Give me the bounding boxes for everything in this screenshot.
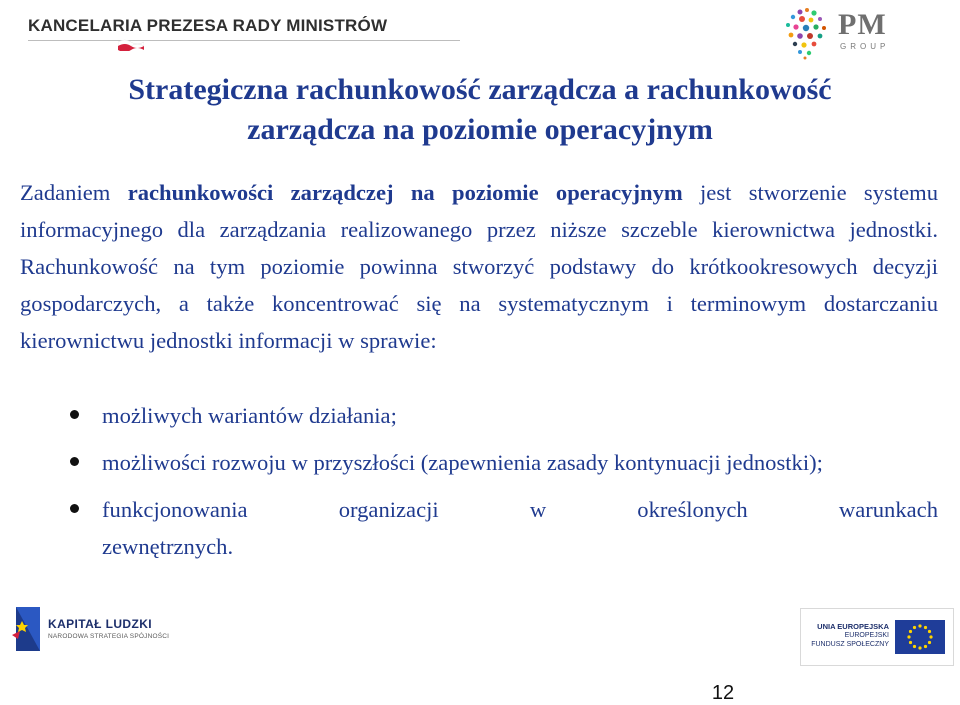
kapital-ludzki-title: KAPITAŁ LUDZKI bbox=[48, 617, 153, 631]
pm-group-logo bbox=[780, 6, 930, 60]
bullet-list bbox=[62, 397, 938, 575]
pm-logo-subtitle: GROUP bbox=[840, 42, 890, 51]
eu-line-2: EUROPEJSKI bbox=[844, 632, 889, 639]
eu-line-1: UNIA EUROPEJSKA bbox=[817, 622, 889, 631]
pm-group-dots-icon bbox=[780, 6, 834, 60]
kapital-ludzki-mark-icon bbox=[8, 605, 46, 655]
bullet-text: możliwości rozwoju w przyszłości (zapewnienia zasady kontynuacji jednostki); bbox=[102, 450, 823, 475]
intro-rest: jest stworzenie systemu informacyjnego dla zarządzania realizowanego przez niższe szczeble kierownictwa jednostki. Rachunkowość na tym poziomie powinna stworzyć podstawy do krótkookresowych decyzji gospodarczych, a także koncentrować się na systematycznym i terminowym dostarczaniu kierownictwu jednostki informacji w sprawie: bbox=[20, 180, 938, 353]
bullet-text-line-2: zewnętrznych. bbox=[102, 534, 234, 559]
intro-bold-term: rachunkowości zarządczej na poziomie operacyjnym bbox=[127, 180, 683, 205]
eu-logo-box bbox=[800, 608, 954, 666]
page-number: 12 bbox=[711, 682, 735, 704]
eu-line-3: FUNDUSZ SPOŁECZNY bbox=[811, 641, 889, 648]
list-item bbox=[62, 397, 938, 434]
eu-text-block bbox=[807, 622, 889, 649]
pm-logo-text: PM bbox=[838, 8, 887, 41]
list-item bbox=[62, 444, 938, 481]
intro-prefix: Zadaniem bbox=[20, 180, 111, 205]
list-item bbox=[62, 491, 938, 565]
slide-title-line-1: Strategiczna rachunkowość zarządcza a rachunkowość bbox=[128, 73, 832, 106]
bullet-icon bbox=[70, 410, 79, 419]
organization-name: KANCELARIA PREZESA RADY MINISTRÓW bbox=[28, 16, 388, 35]
polish-flag-icon bbox=[118, 38, 144, 51]
slide-title-line-2: zarządcza na poziomie operacyjnym bbox=[247, 113, 713, 146]
bullet-icon bbox=[70, 457, 79, 466]
intro-paragraph bbox=[20, 174, 938, 359]
bullet-icon bbox=[70, 504, 79, 513]
kapital-ludzki-subtitle: NARODOWA STRATEGIA SPÓJNOŚCI bbox=[48, 633, 170, 640]
bullet-text-line-1: funkcjonowania organizacji w określonych warunkach bbox=[102, 497, 938, 522]
eu-flag-icon bbox=[895, 620, 945, 654]
slide-title bbox=[20, 70, 940, 150]
header-divider bbox=[28, 40, 460, 41]
bullet-text: możliwych wariantów działania; bbox=[102, 403, 397, 428]
kapital-ludzki-logo bbox=[8, 605, 168, 655]
